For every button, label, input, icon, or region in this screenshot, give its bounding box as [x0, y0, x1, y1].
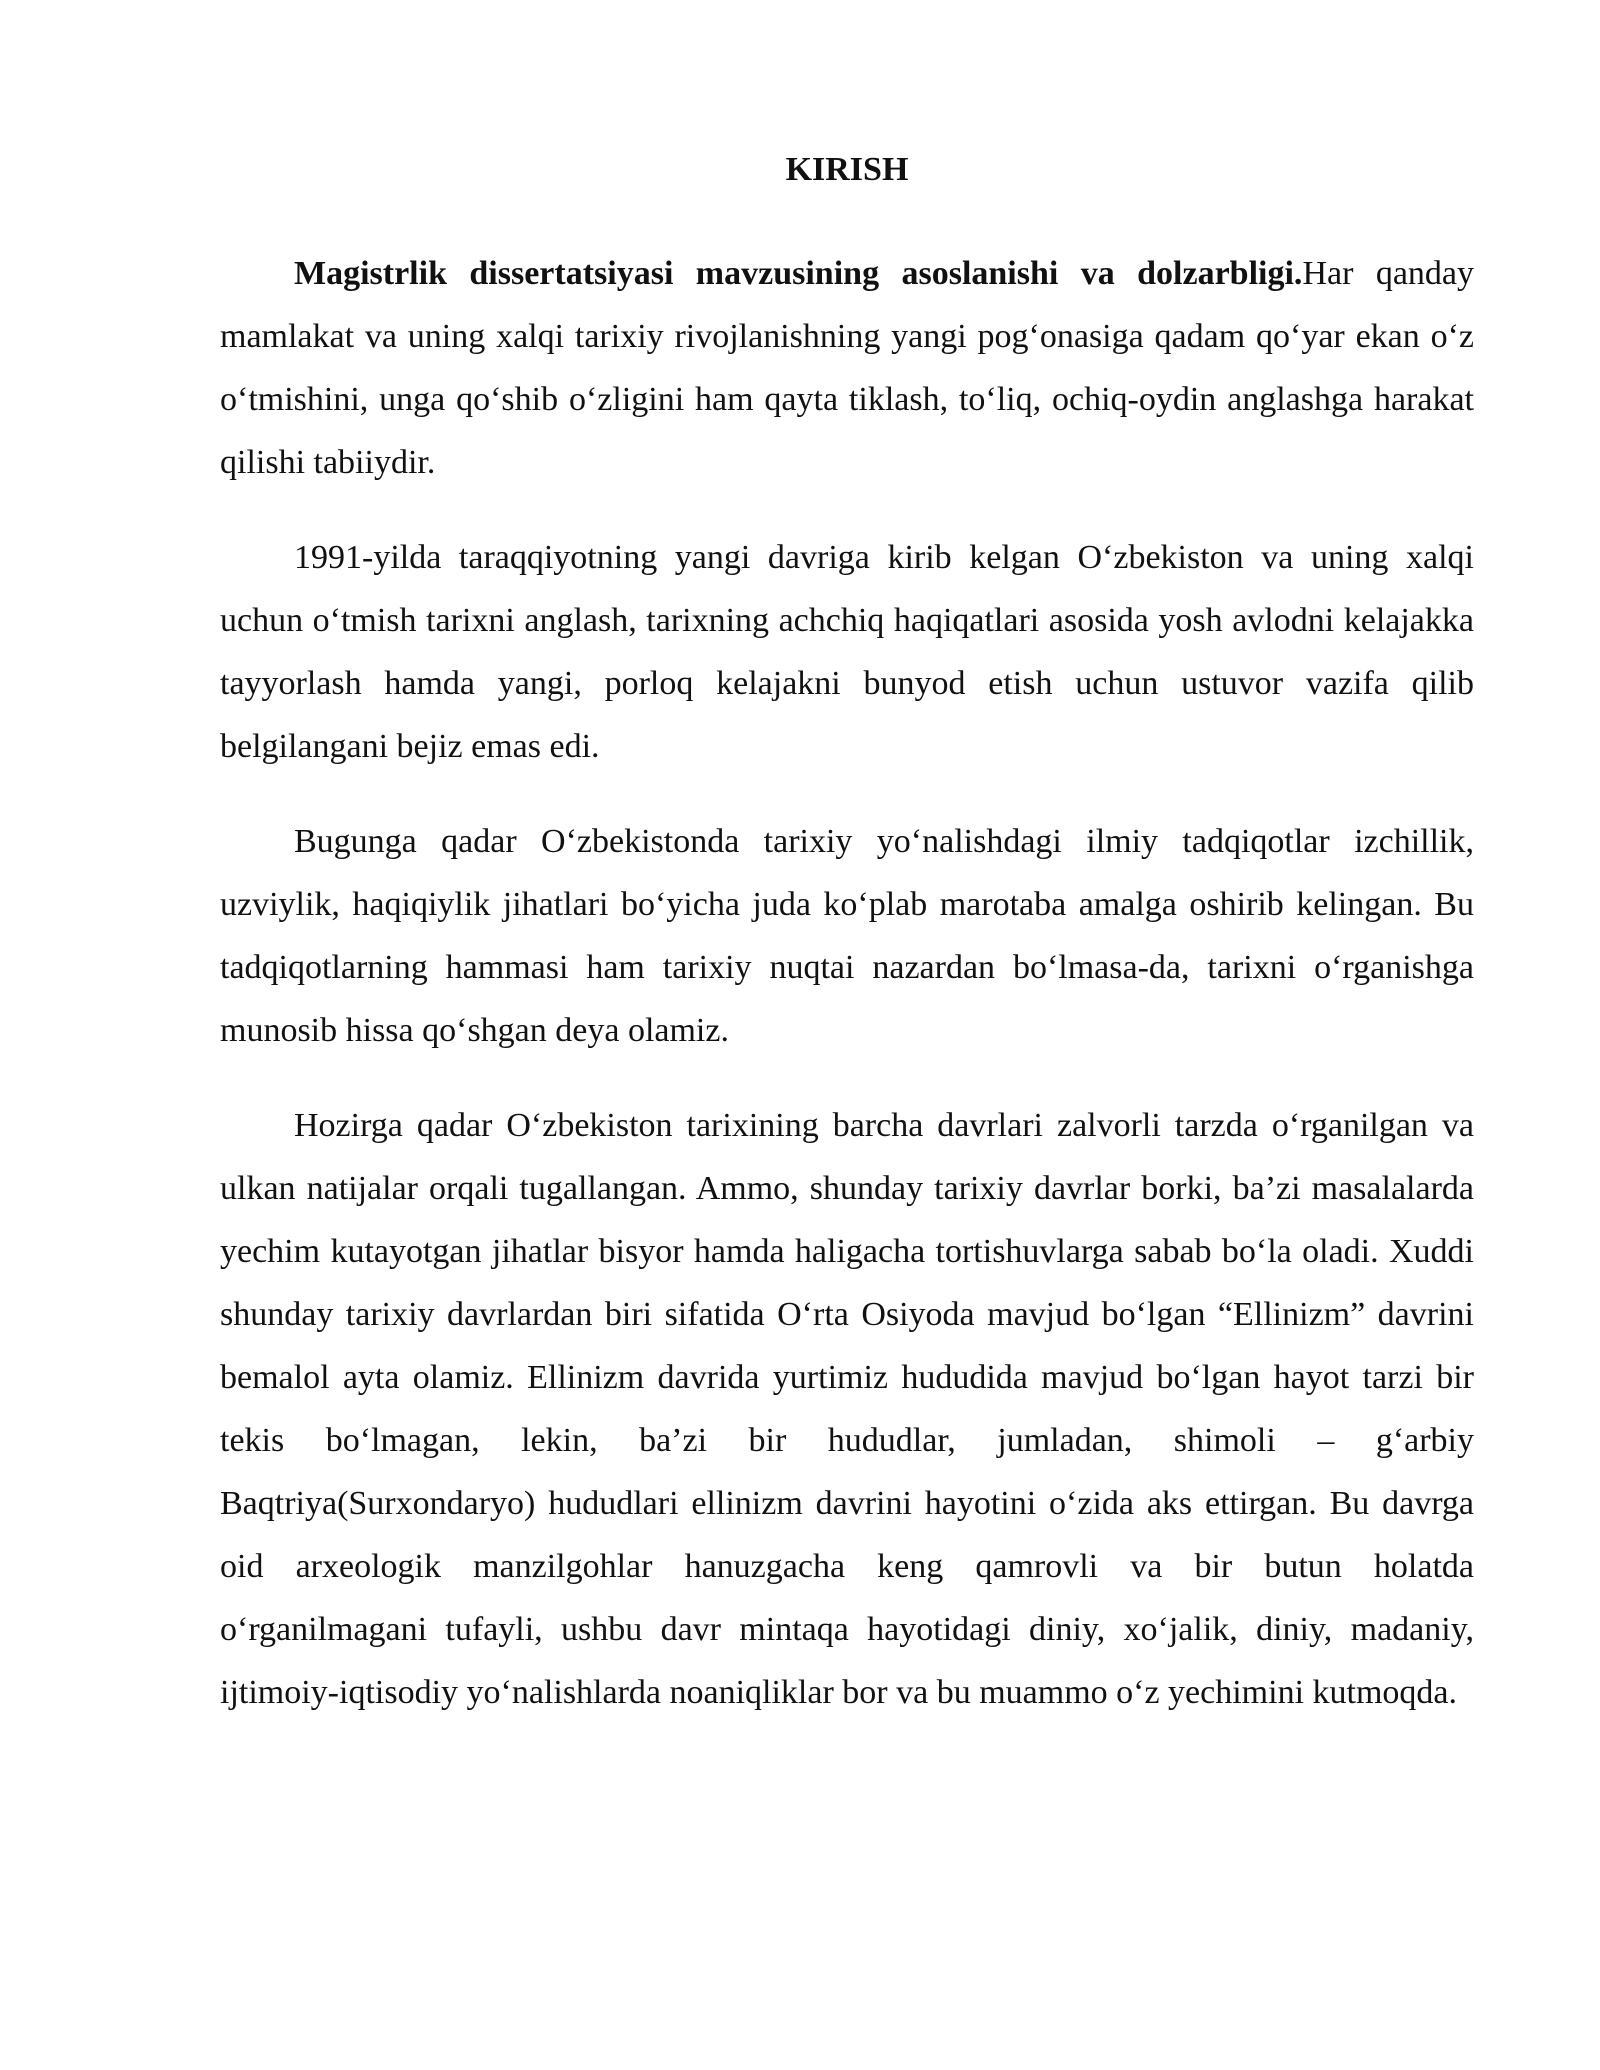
paragraph-2: 1991-yilda taraqqiyotning yangi davriga kirib kelgan O‘zbekiston va uning xalqi uchun o‘tmish tarixni anglash, tarixning achchiq haqiqatlari asosida yosh avlodni kelajakka tayyorlash hamda yangi, porloq kelajakni bunyod etish uchun ustuvor vazifa qilib belgilangani bejiz emas edi. [220, 539, 1474, 765]
paragraph-1-text: Har qanday mamlakat va uning xalqi tarixiy rivojlanishning yangi pog‘onasiga qadam qo‘yar ekan o‘z o‘tmishini, unga qo‘shib o‘zligini ham qayta tiklash, to‘liq, ochiq-oydin anglashga harakat qilishi tabiiydir. [220, 255, 1474, 481]
paragraph-1 [220, 242, 1474, 494]
page-title: KIRISH [785, 151, 909, 188]
paragraph-1-lead: Magistrlik dissertatsiyasi mavzusining asoslanishi va dolzarbligi. [294, 255, 1303, 292]
paragraph-3: Bugunga qadar O‘zbekistonda tarixiy yo‘nalishdagi ilmiy tadqiqotlar izchillik, uzviylik, haqiqiylik jihatlari bo‘yicha juda ko‘plab marotaba amalga oshirib kelingan. Bu tadqiqotlarning hammasi ham tarixiy nuqtai nazardan bo‘lmasa-da, tarixni o‘rganishga munosib hissa qo‘shgan deya olamiz. [220, 823, 1474, 1049]
document-body [220, 242, 1474, 1756]
paragraph-4: Hozirga qadar O‘zbekiston tarixining barcha davrlari zalvorli tarzda o‘rganilgan va ulkan natijalar orqali tugallangan. Ammo, shunday tarixiy davrlar borki, ba’zi masalalarda yechim kutayotgan jihatlar bisyor hamda haligacha tortishuvlarga sabab bo‘la oladi. Xuddi shunday tarixiy davrlardan biri sifatida O‘rta Osiyoda mavjud bo‘lgan “Ellinizm” davrini bemalol ayta olamiz. Ellinizm davrida yurtimiz hududida mavjud bo‘lgan hayot tarzi bir tekis bo‘lmagan, lekin, ba’zi bir hududlar, jumladan, shimoli – g‘arbiy Baqtriya(Surxondaryo) hududlari ellinizm davrini hayotini o‘zida aks ettirgan. Bu davrga oid arxeologik manzilgohlar hanuzgacha keng qamrovli va bir butun holatda o‘rganilmagani tufayli, ushbu davr mintaqa hayotidagi diniy, xo‘jalik, diniy, madaniy, ijtimoiy-iqtisodiy yo‘nalishlarda noaniqliklar bor va bu muammo o‘z yechimini kutmoqda. [220, 1107, 1474, 1711]
